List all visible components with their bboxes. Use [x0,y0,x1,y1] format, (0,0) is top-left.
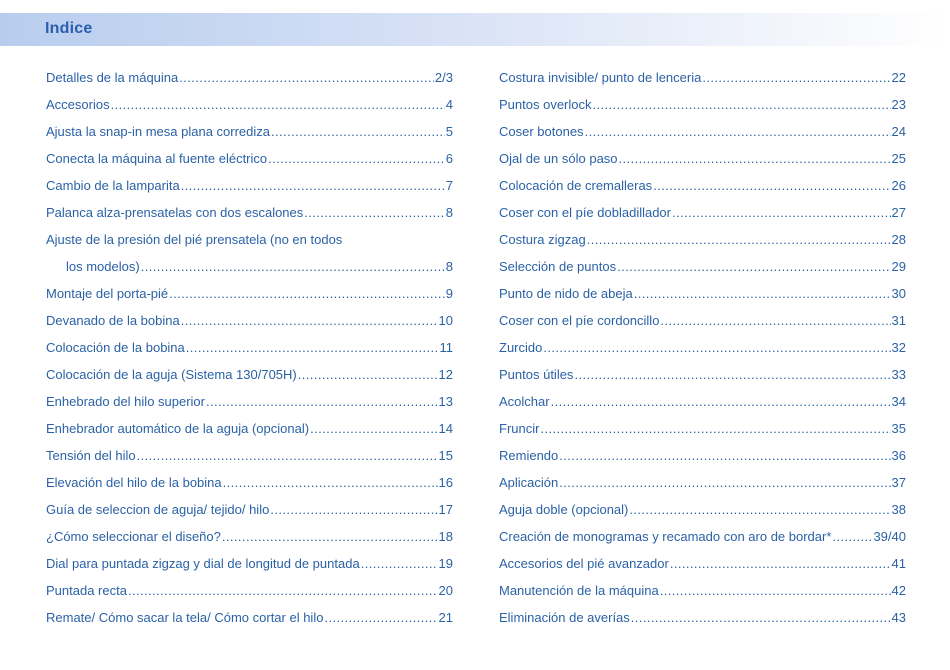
toc-entry[interactable] [499,95,906,122]
toc-entry-continuation[interactable] [46,257,453,284]
toc-entry-page: 35 [891,421,906,436]
toc-entry[interactable] [46,446,453,473]
dot-leader [543,338,890,358]
dot-leader [270,500,437,520]
toc-entry-page: 4 [445,97,453,112]
toc-entry-page: 17 [438,502,453,517]
toc-entry-page: 2/3 [434,70,453,85]
dot-leader [593,95,891,115]
toc-entry-title: Aguja doble (opcional) [499,502,629,517]
dot-leader [137,446,438,466]
toc-entry-title: Remate/ Cómo sacar la tela/ Cómo cortar el hilo [46,610,324,625]
toc-entry-title: Coser con el píe cordoncillo [499,313,660,328]
dot-leader [206,392,438,412]
toc-entry[interactable] [499,203,906,230]
dot-leader [223,473,438,493]
dot-leader [141,257,445,277]
toc-entry-title: Zurcido [499,340,543,355]
dot-leader [559,473,890,493]
toc-right-column [499,68,906,635]
toc-entry[interactable] [499,284,906,311]
toc-entry-page: 34 [891,394,906,409]
dot-leader [574,365,890,385]
toc-entry[interactable] [499,68,906,95]
toc-entry[interactable] [499,446,906,473]
toc-entry-page: 10 [438,313,453,328]
toc-entry[interactable] [499,257,906,284]
toc-entry-page: 25 [891,151,906,166]
toc-entry-page: 33 [891,367,906,382]
dot-leader [179,68,434,88]
toc-entry-title: Puntos overlock [499,97,592,112]
toc-entry-page: 43 [891,610,906,625]
toc-entry-title: Ajuste de la presión del pié prensatela (no en todos [46,232,343,247]
toc-entry-title: Colocación de cremalleras [499,178,653,193]
toc-entry-page: 27 [891,205,906,220]
toc-entry[interactable] [46,365,453,392]
toc-entry[interactable] [499,122,906,149]
toc-entry[interactable] [46,500,453,527]
toc-entry-page: 7 [445,178,453,193]
toc-entry[interactable] [46,149,453,176]
toc-entry-title: Dial para puntada zigzag y dial de longitud de puntada [46,556,360,571]
toc-entry-title: Manutención de la máquina [499,583,659,598]
dot-leader [631,608,891,628]
toc-left-column [46,68,453,635]
toc-entry-title: Detalles de la máquina [46,70,179,85]
toc-entry-page: 37 [891,475,906,490]
dot-leader [128,581,438,601]
toc-entry-title: Puntos útiles [499,367,574,382]
toc-entry[interactable] [46,554,453,581]
toc-entry-page: 28 [891,232,906,247]
toc-entry-page: 22 [891,70,906,85]
toc-entry-title: Guía de seleccion de aguja/ tejido/ hilo [46,502,270,517]
toc-entry[interactable] [46,284,453,311]
toc-entry[interactable] [46,95,453,122]
toc-entry-title: Acolchar [499,394,550,409]
toc-entry[interactable] [499,338,906,365]
toc-entry[interactable] [499,527,906,554]
dot-leader [670,554,891,574]
toc-entry-page: 32 [891,340,906,355]
dot-leader [619,149,891,169]
toc-entry-page: 41 [891,556,906,571]
page-title: Indice [45,20,93,37]
toc-entry[interactable] [46,122,453,149]
toc-entry-page: 30 [891,286,906,301]
toc-entry[interactable] [499,554,906,581]
toc-entry[interactable] [499,230,906,257]
toc-entry-title: Enhebrador automático de la aguja (opcional) [46,421,310,436]
dot-leader [310,419,437,439]
dot-leader [186,338,439,358]
toc-entry-page: 42 [891,583,906,598]
header-bar [0,13,950,46]
dot-leader [169,284,445,304]
toc-entry[interactable] [499,581,906,608]
toc-entry-title: Creación de monogramas y recamado con aro de bordar* [499,529,832,544]
toc-entry-title: Ojal de un sólo paso [499,151,618,166]
dot-leader [587,230,891,250]
toc-entry-title: Fruncir [499,421,540,436]
toc-entry-page: 21 [438,610,453,625]
dot-leader [181,176,445,196]
toc-entry[interactable] [46,203,453,230]
dot-leader [672,203,891,223]
dot-leader [271,122,445,142]
dot-leader [660,581,891,601]
dot-leader [111,95,445,115]
toc-entry-page: 19 [438,556,453,571]
toc-entry-title: Elevación del hilo de la bobina [46,475,222,490]
dot-leader [585,122,891,142]
toc-entry-title: Accesorios [46,97,110,112]
toc-entry-title: Tensión del hilo [46,448,136,463]
dot-leader [559,446,890,466]
toc-entry-page: 24 [891,124,906,139]
toc-entry-title: Conecta la máquina al fuente eléctrico [46,151,268,166]
toc-entry-page: 31 [891,313,906,328]
toc-entry-page: 38 [891,502,906,517]
toc-entry-page: 15 [438,448,453,463]
toc-entry[interactable] [499,500,906,527]
toc-entry[interactable] [499,473,906,500]
toc-entry[interactable] [499,419,906,446]
toc-entry-page: 14 [438,421,453,436]
toc-entry[interactable] [499,311,906,338]
toc-entry[interactable] [46,581,453,608]
toc-entry[interactable] [46,419,453,446]
toc-entry-page: 13 [438,394,453,409]
toc-entry-title: Puntada recta [46,583,127,598]
toc-entry-page: 18 [438,529,453,544]
toc-entry-page: 9 [445,286,453,301]
toc-entry-page: 8 [445,259,453,274]
toc-entry[interactable] [499,149,906,176]
dot-leader [832,527,872,547]
toc-entry-page: 5 [445,124,453,139]
toc-entry-title: los modelos) [66,259,140,274]
dot-leader [222,527,438,547]
toc-entry-title: Colocación de la aguja (Sistema 130/705H) [46,367,297,382]
toc-entry[interactable] [46,338,453,365]
dot-leader [660,311,890,331]
toc-entry-page: 29 [891,259,906,274]
toc-entry-title: Cambio de la lamparita [46,178,180,193]
toc-entry-title: ¿Cómo seleccionar el diseño? [46,529,221,544]
dot-leader [653,176,890,196]
toc-entry[interactable] [46,311,453,338]
dot-leader [551,392,891,412]
toc-entry-title: Coser con el píe dobladillador [499,205,671,220]
toc-entry-title: Palanca alza-prensatelas con dos escalones [46,205,304,220]
toc-entry-title: Costura zigzag [499,232,586,247]
toc-entry-title: Aplicación [499,475,559,490]
dot-leader [629,500,890,520]
toc-entry[interactable] [46,392,453,419]
toc-entry-title: Remiendo [499,448,559,463]
dot-leader [361,554,438,574]
dot-leader [540,419,890,439]
toc-entry[interactable] [46,176,453,203]
toc-entry-page: 26 [891,178,906,193]
toc-entry-title: Colocación de la bobina [46,340,185,355]
toc-entry-title: Coser botones [499,124,584,139]
toc-entry-page: 6 [445,151,453,166]
toc-entry[interactable] [499,608,906,635]
toc-entry-title: Ajusta la snap-in mesa plana corrediza [46,124,271,139]
toc-entry-title: Punto de nido de abeja [499,286,633,301]
toc-entry-page: 16 [438,475,453,490]
toc-entry-page: 11 [439,340,453,355]
dot-leader [298,365,438,385]
dot-leader [702,68,890,88]
toc-entry[interactable] [499,392,906,419]
toc-entry-title: Selección de puntos [499,259,617,274]
toc-entry-first-line[interactable] [46,230,453,257]
toc-entry[interactable] [499,176,906,203]
dot-leader [324,608,437,628]
toc-entry-title: Enhebrado del hilo superior [46,394,205,409]
dot-leader [268,149,445,169]
toc-entry[interactable] [46,527,453,554]
toc-entry-page: 8 [445,205,453,220]
toc-entry-page: 20 [438,583,453,598]
dot-leader [617,257,890,277]
toc-entry-title: Accesorios del pié avanzador [499,556,669,571]
toc-entry-page: 23 [891,97,906,112]
toc-entry[interactable] [46,608,453,635]
dot-leader [181,311,438,331]
toc-entry[interactable] [46,473,453,500]
toc-entry-page: 36 [891,448,906,463]
dot-leader [634,284,891,304]
toc-entry-title: Costura invisible/ punto de lenceria [499,70,702,85]
toc-entry-title: Devanado de la bobina [46,313,180,328]
toc-entry[interactable] [499,365,906,392]
toc-entry[interactable] [46,68,453,95]
toc-entry-title: Eliminación de averías [499,610,630,625]
dot-leader [304,203,444,223]
toc-entry-page: 12 [438,367,453,382]
toc-entry-page: 39/40 [873,529,906,544]
toc-entry-title: Montaje del porta-pié [46,286,169,301]
